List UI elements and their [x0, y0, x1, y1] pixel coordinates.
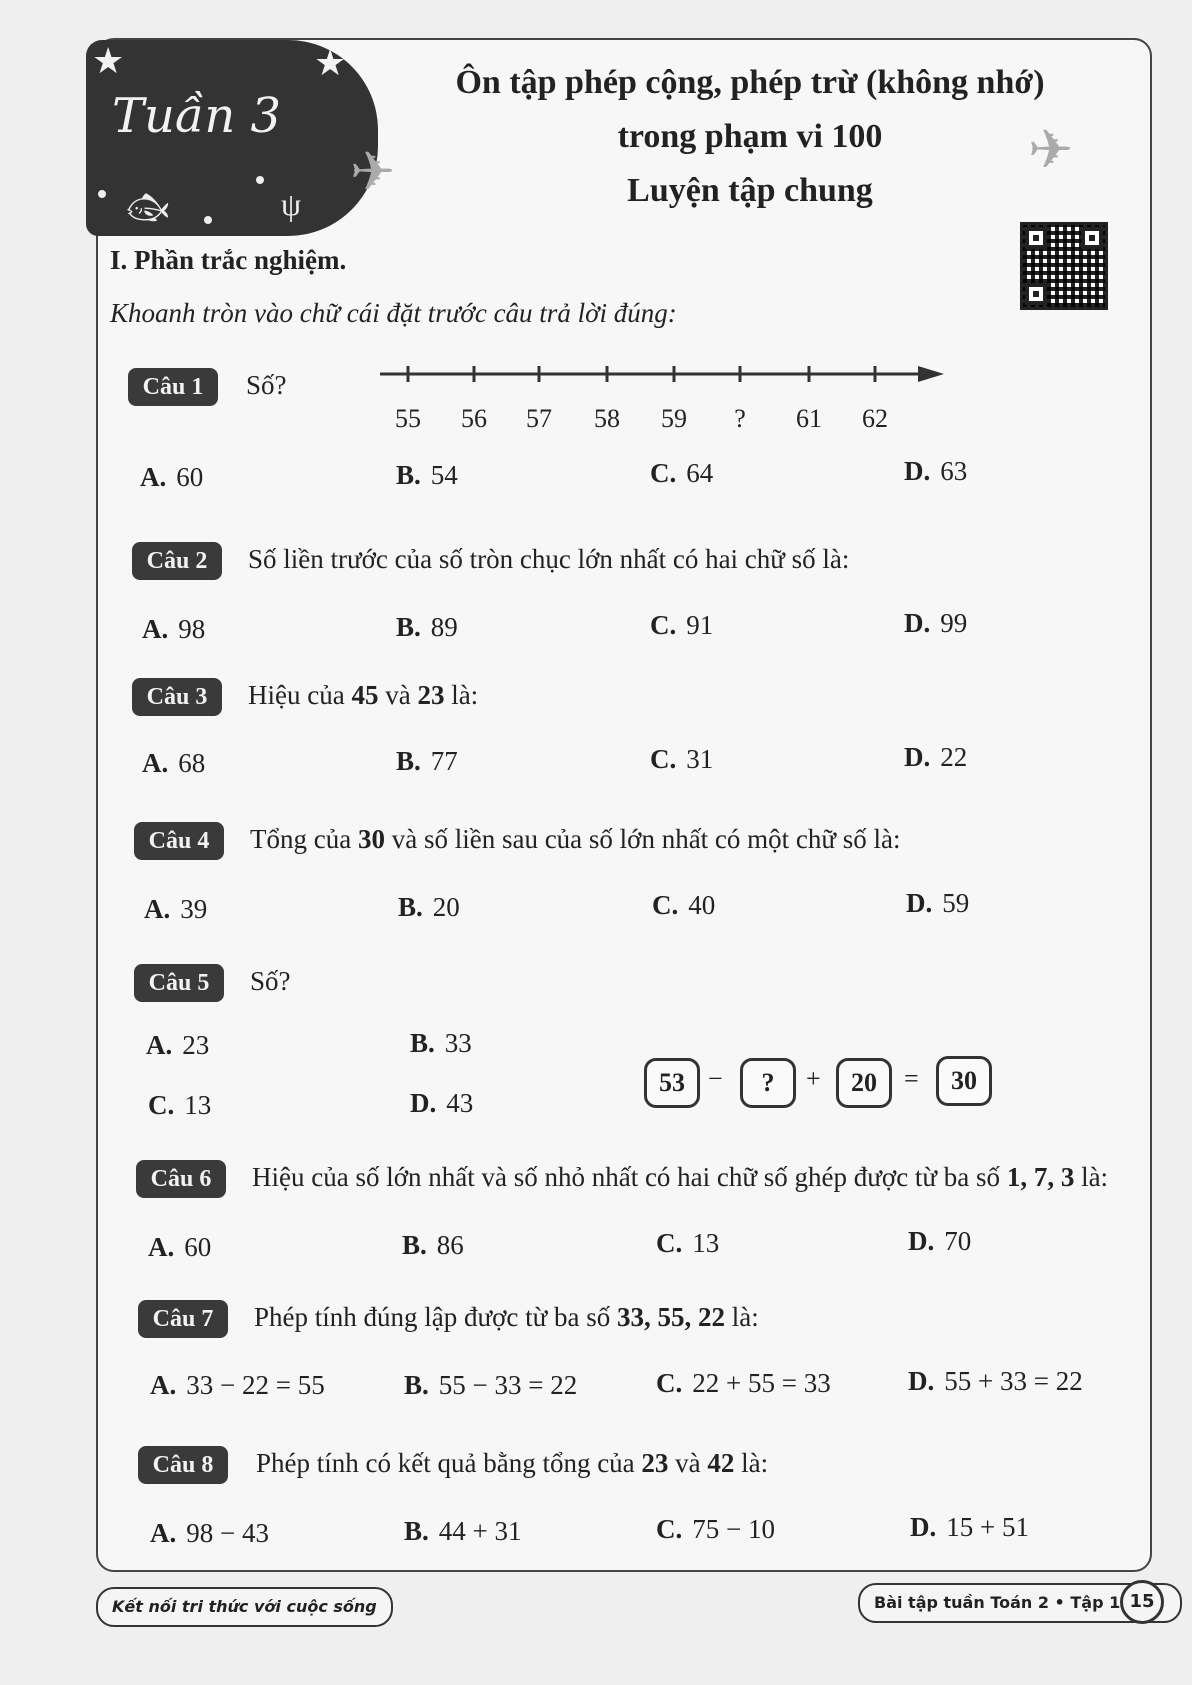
equation-operator: −	[708, 1064, 723, 1093]
option-b[interactable]: B. 44 + 31	[404, 1516, 522, 1546]
question-text-5: Số?	[250, 966, 291, 996]
option-d[interactable]: D. 99	[904, 608, 968, 638]
number-line	[378, 362, 948, 386]
option-c[interactable]: C. 13	[148, 1090, 212, 1120]
equation-operator: +	[806, 1064, 821, 1093]
question-label-6: Câu 6	[136, 1160, 226, 1198]
option-c[interactable]: C. 13	[656, 1228, 720, 1258]
question-label-8: Câu 8	[138, 1446, 228, 1484]
option-c[interactable]: C. 64	[650, 458, 714, 488]
dot-decoration	[256, 176, 264, 184]
option-d[interactable]: D. 63	[904, 456, 968, 486]
question-text-4: Tổng của 30 và số liền sau của số lớn nhất có một chữ số là:	[250, 824, 901, 854]
fish-icon: 🐟︎	[126, 190, 170, 227]
number-line-label: 55	[395, 404, 421, 433]
number-line-label: 62	[862, 404, 888, 433]
star-icon: ★	[314, 43, 347, 83]
option-b[interactable]: B. 33	[410, 1028, 472, 1058]
question-text-7: Phép tính đúng lập được từ ba số 33, 55, 22 là:	[254, 1302, 759, 1332]
option-a[interactable]: A. 60	[140, 462, 204, 492]
question-text-1: Số?	[246, 370, 287, 400]
number-line-label: 59	[661, 404, 687, 433]
title-line-1: Ôn tập phép cộng, phép trừ (không nhớ)	[455, 64, 1045, 101]
title-line-3: Luyện tập chung	[627, 172, 873, 209]
number-line-label: 56	[461, 404, 487, 433]
question-label-3: Câu 3	[132, 678, 222, 716]
question-label-7: Câu 7	[138, 1300, 228, 1338]
page-number: 15	[1120, 1580, 1164, 1624]
footer-book-title: Bài tập tuần Toán 2 • Tập 1	[858, 1583, 1182, 1623]
option-d[interactable]: D. 43	[410, 1088, 474, 1118]
question-label-1: Câu 1	[128, 368, 218, 406]
option-d[interactable]: D. 70	[908, 1226, 972, 1256]
equation-operator: =	[904, 1064, 919, 1093]
option-d[interactable]: D. 22	[904, 742, 968, 772]
option-b[interactable]: B. 89	[396, 612, 458, 642]
option-a[interactable]: A. 98 − 43	[150, 1518, 269, 1548]
option-b[interactable]: B. 77	[396, 746, 458, 776]
option-a[interactable]: A. 98	[142, 614, 206, 644]
question-text-2: Số liền trước của số tròn chục lớn nhất có hai chữ số là:	[248, 544, 850, 574]
option-b[interactable]: B. 20	[398, 892, 460, 922]
question-label-2: Câu 2	[132, 542, 222, 580]
question-text-6: Hiệu của số lớn nhất và số nhỏ nhất có hai chữ số ghép được từ ba số 1, 7, 3 là:	[252, 1162, 1109, 1192]
equation-box-result: 30	[936, 1056, 992, 1106]
option-a[interactable]: A. 23	[146, 1030, 210, 1060]
option-c[interactable]: C. 40	[652, 890, 716, 920]
question-text-8: Phép tính có kết quả bằng tổng của 23 và 42 là:	[256, 1448, 769, 1478]
option-a[interactable]: A. 60	[148, 1232, 212, 1262]
number-line-unknown: ?	[734, 404, 746, 433]
airplane-icon: ✈︎	[1028, 120, 1074, 180]
option-b[interactable]: B. 55 − 33 = 22	[404, 1370, 578, 1400]
airplane-icon: ✈︎	[350, 142, 396, 202]
instruction: Khoanh tròn vào chữ cái đặt trước câu trả lời đúng:	[110, 298, 677, 328]
week-label: Tuần 3	[112, 88, 282, 144]
option-c[interactable]: C. 31	[650, 744, 714, 774]
dot-decoration	[204, 216, 212, 224]
option-c[interactable]: C. 75 − 10	[656, 1514, 775, 1544]
number-line-label: 57	[526, 404, 552, 433]
option-a[interactable]: A. 33 − 22 = 55	[150, 1370, 325, 1400]
number-line-label: 61	[796, 404, 822, 433]
section-heading: I. Phần trắc nghiệm.	[110, 245, 347, 275]
equation-box-c: 20	[836, 1058, 892, 1108]
option-a[interactable]: A. 39	[144, 894, 208, 924]
question-label-4: Câu 4	[134, 822, 224, 860]
star-icon: ★	[92, 41, 125, 81]
equation-box-a: 53	[644, 1058, 700, 1108]
number-line-label: 58	[594, 404, 620, 433]
cactus-icon: ψ	[281, 186, 302, 222]
option-d[interactable]: D. 59	[906, 888, 970, 918]
option-d[interactable]: D. 15 + 51	[910, 1512, 1029, 1542]
dot-decoration	[98, 190, 106, 198]
week-badge	[86, 40, 378, 236]
footer-series: Kết nối tri thức với cuộc sống	[96, 1587, 393, 1627]
equation-box-unknown[interactable]: ?	[740, 1058, 796, 1108]
option-d[interactable]: D. 55 + 33 = 22	[908, 1366, 1083, 1396]
option-c[interactable]: C. 91	[650, 610, 714, 640]
option-b[interactable]: B. 86	[402, 1230, 464, 1260]
option-b[interactable]: B. 54	[396, 460, 458, 490]
title-line-2: trong phạm vi 100	[617, 118, 883, 155]
option-a[interactable]: A. 68	[142, 748, 206, 778]
question-text-3: Hiệu của 45 và 23 là:	[248, 680, 479, 710]
option-c[interactable]: C. 22 + 55 = 33	[656, 1368, 831, 1398]
qr-code[interactable]	[1020, 222, 1108, 310]
question-label-5: Câu 5	[134, 964, 224, 1002]
